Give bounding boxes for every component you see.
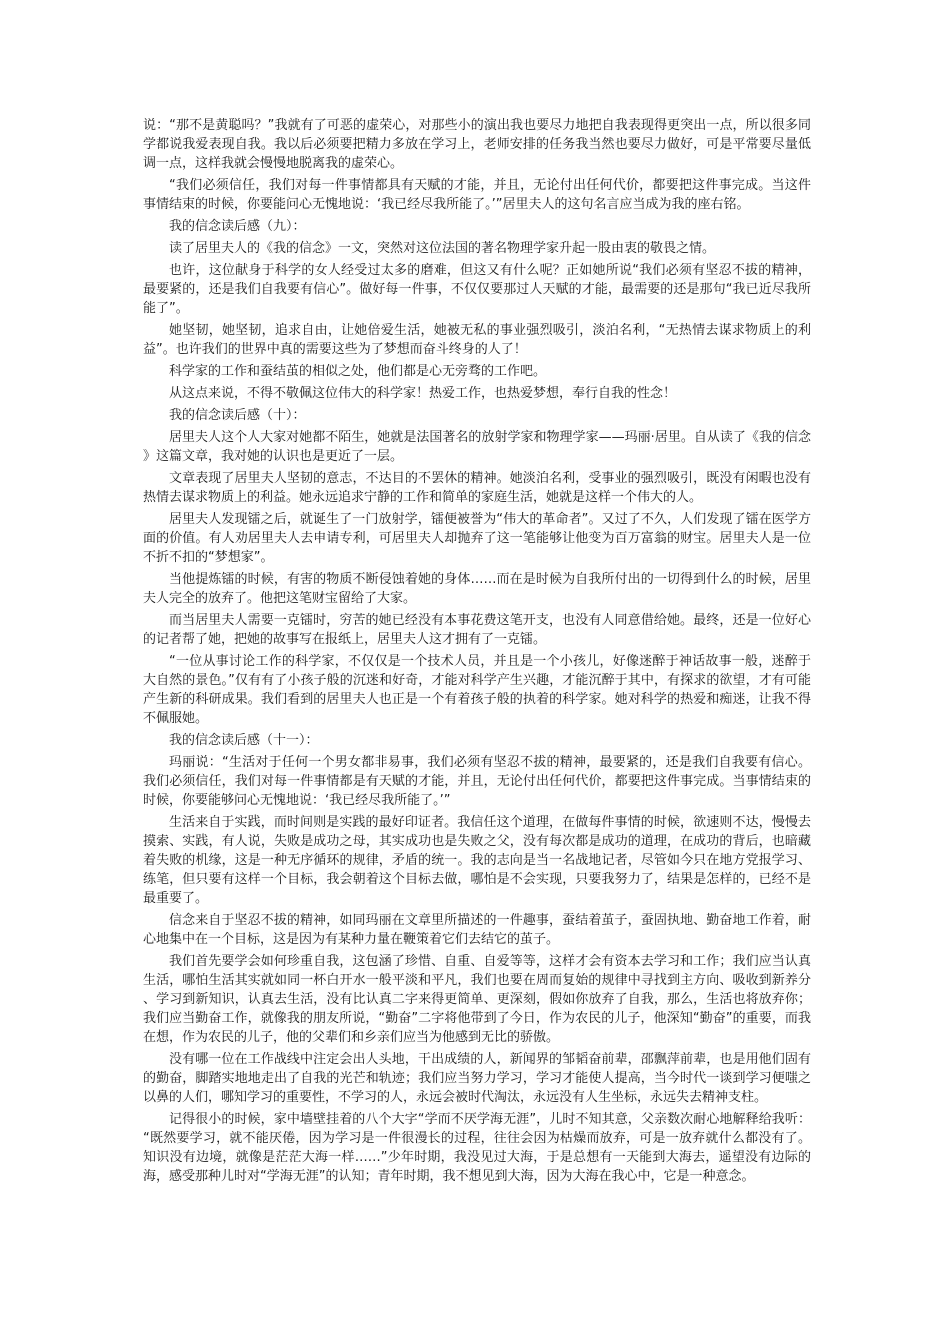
paragraph: 没有哪一位在工作战线中注定会出人头地，干出成绩的人，新闻界的邹韬奋前辈，邵飘萍前辈，也是用他们固有的勤奋，脚踏实地地走出了自我的光芒和轨迹；我们应当努力学习，学习才能使人提高，当今时代一谈到学习便嗤之以鼻的人们，哪知学习的重要性，不学习的人，永远会被时代淘汰，永远没有人生坐标，永远失去精神支柱。 bbox=[143, 1052, 811, 1105]
section-heading: 我的信念读后感（九）： bbox=[169, 219, 306, 234]
paragraph: 记得很小的时候，家中墙壁挂着的八个大字“学而不厌学海无涯”，儿时不知其意，父亲数次耐心地解释给我听：“既然要学习，就不能厌倦，因为学习是一件很漫长的过程，往往会因为枯燥而放弃，可是一放弃就什么都没有了。知识没有边境，就像是茫茫大海一样……”少年时期，我没见过大海，于是总想有一天能到大海去，遥望没有边际的海，感受那种儿时对“学海无涯”的认知；青年时期，我不想见到大海，因为大海在我心中，它是一种意念。 bbox=[143, 1112, 811, 1184]
paragraph: 我们首先要学会如何珍重自我，这包涵了珍惜、自重、自爱等等，这样才会有资本去学习和工作；我们应当认真生活，哪怕生活其实就如同一杯白开水一般平淡和平凡，我们也要在周而复始的规律中寻找到主方向、吸收到新养分、学习到新知识，认真去生活，没有比认真二字来得更简单、更深刻，假如你放弃了自我，那么，生活也将放弃你；我们应当勤奋工作，就像我的朋友所说，“勤奋”二字将他带到了今日，作为农民的儿子，他深知“勤奋”的重要，而我在想，作为农民的儿子，他的父辈们和乡亲们应当为他感到无比的骄傲。 bbox=[143, 954, 811, 1045]
paragraph: 信念来自于坚忍不拔的精神，如同玛丽在文章里所描述的一件趣事，蚕结着茧子，蚕固执地、勤奋地工作着，耐心地集中在一个目标，这是因为有某种力量在鞭策着它们去结它的茧子。 bbox=[143, 913, 811, 947]
paragraph: 而当居里夫人需要一克镭时，穷苦的她已经没有本事花费这笔开支，也没有人同意借给她。最终，还是一位好心的记者帮了她，把她的故事写在报纸上，居里夫人这才拥有了一克镭。 bbox=[143, 613, 811, 647]
document-body bbox=[143, 116, 811, 1189]
paragraph: 科学家的工作和蚕结茧的相似之处，他们都是心无旁骛的工作吧。 bbox=[169, 364, 547, 379]
paragraph: 也许，这位献身于科学的女人经受过太多的磨难，但这又有什么呢？正如她所说“我们必须有坚忍不拔的精神，最要紧的，还是我们自我要有信心”。做好每一件事，不仅仅要那过人天赋的才能，最需要的还是那句“我已近尽我所能了”。 bbox=[143, 263, 811, 316]
paragraph: 文章表现了居里夫人坚韧的意志，不达目的不罢休的精神。她淡泊名利，受事业的强烈吸引，既没有闲暇也没有热情去谋求物质上的利益。她永远追求宁静的工作和简单的家庭生活，她就是这样一个伟大的人。 bbox=[143, 471, 811, 505]
section-heading: 我的信念读后感（十一）： bbox=[169, 733, 319, 748]
paragraph: 居里夫人发现镭之后，就诞生了一门放射学，镭便被誉为“伟大的革命者”。又过了不久，人们发现了镭在医学方面的价值。有人劝居里夫人去申请专利，可居里夫人却抛弃了这一笔能够让他变为百万富翁的财宝。居里夫人是一位不折不扣的“梦想家”。 bbox=[143, 512, 811, 565]
paragraph: 玛丽说：“生活对于任何一个男女都非易事，我们必须有坚忍不拔的精神，最要紧的，还是我们自我要有信心。我们必须信任，我们对每一件事情都是有天赋的才能，并且，无论付出任何代价，都要把这件事完成。当事情结束的时候，你要能够问心无愧地说：‘我已经尽我所能了。’” bbox=[143, 755, 811, 808]
paragraph: “一位从事讨论工作的科学家，不仅仅是一个技术人员，并且是一个小孩儿，好像迷醉于神话故事一般，迷醉于大自然的景色。”仅有有了小孩子般的沉迷和好奇，才能对科学产生兴趣，才能沉醉于其中，有探求的欲望，才有可能产生新的科研成果。我们看到的居里夫人也正是一个有着孩子般的执着的科学家。她对科学的热爱和痴迷，让我不得不佩服她。 bbox=[143, 654, 811, 726]
section-heading: 我的信念读后感（十）： bbox=[169, 408, 306, 423]
paragraph: “我们必须信任，我们对每一件事情都具有天赋的才能，并且，无论付出任何代价，都要把这件事完成。当这件事情结束的时候，你要能问心无愧地说：‘我已经尽我所能了。’”居里夫人的这句名言应当成为我的座右铭。 bbox=[143, 178, 811, 212]
paragraph: 居里夫人这个人大家对她都不陌生，她就是法国著名的放射学家和物理学家——玛丽·居里。自从读了《我的信念》这篇文章，我对她的认识也是更近了一层。 bbox=[143, 430, 811, 464]
paragraph: 她坚韧，她坚韧，追求自由，让她倍爱生活，她被无私的事业强烈吸引，淡泊名利，“无热情去谋求物质上的利益”。也许我们的世界中真的需要这些为了梦想而奋斗终身的人了！ bbox=[143, 323, 811, 357]
paragraph: 从这点来说，不得不敬佩这位伟大的科学家！热爱工作，也热爱梦想，奉行自我的性念！ bbox=[169, 386, 677, 401]
paragraph: 读了居里夫人的《我的信念》一文，突然对这位法国的著名物理学家升起一股由衷的敬畏之情。 bbox=[169, 241, 716, 256]
paragraph: 生活来自于实践，而时间则是实践的最好印证者。我信任这个道理，在做每件事情的时候，欲速则不达，慢慢去摸索、实践，有人说，失败是成功之母，其实成功也是失败之父，没有每次都是成功的道理，在成功的背后，也暗藏着失败的机缘，这是一种无序循环的规律，矛盾的统一。我的志向是当一名战地记者，尽管如今只在地方党报学习、练笔，但只要有这样一个目标，我会朝着这个目标去做，哪怕是不会实现，只要我努力了，结果是怎样的，已经不是最重要了。 bbox=[143, 815, 811, 906]
paragraph: 当他提炼镭的时候，有害的物质不断侵蚀着她的身体……而在是时候为自我所付出的一切得到什么的时候，居里夫人完全的放弃了。他把这笔财宝留给了大家。 bbox=[143, 572, 811, 606]
paragraph: 说：“那不是黄聪吗？”我就有了可恶的虚荣心，对那些小的演出我也要尽力地把自我表现得更突出一点，所以很多同学都说我爱表现自我。我以后必须要把精力多放在学习上，老师安排的任务我当然也要尽力做好，可是平常要尽量低调一点，这样我就会慢慢地脱离我的虚荣心。 bbox=[143, 118, 811, 171]
